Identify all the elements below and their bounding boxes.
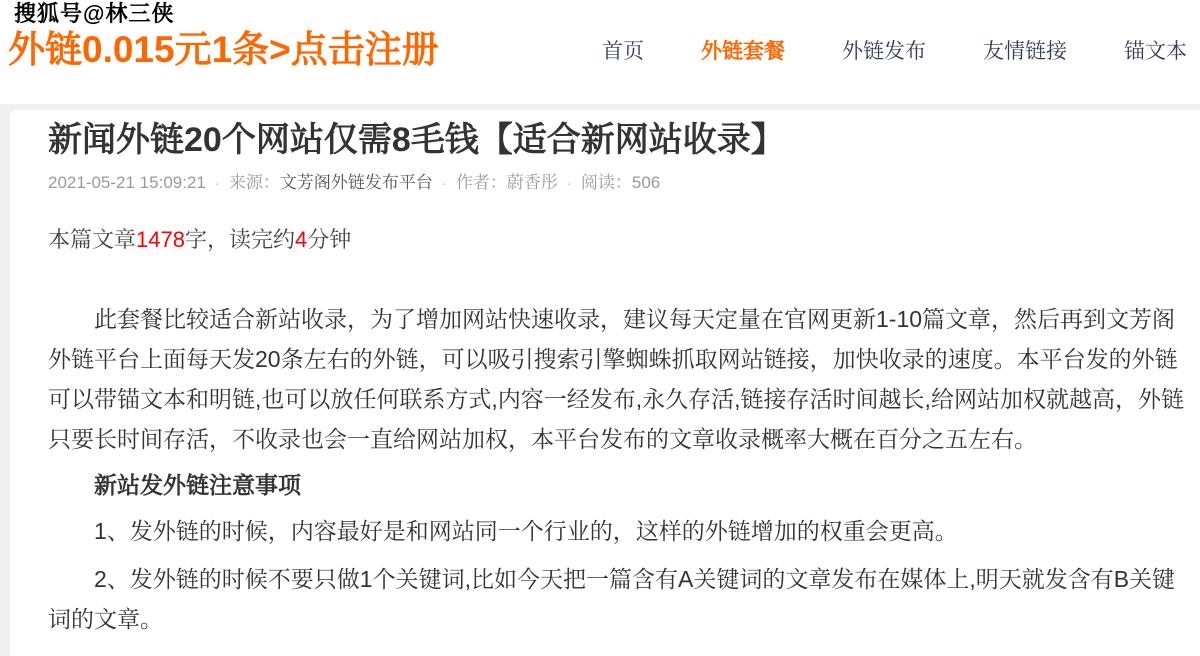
article-meta xyxy=(48,172,1200,195)
meta-separator: · xyxy=(214,175,220,192)
publish-time: 2021-05-21 15:09:21 xyxy=(48,173,206,192)
nav-item-link-publish[interactable]: 外链发布 xyxy=(842,40,926,63)
reading-stats xyxy=(48,225,1200,255)
meta-separator: · xyxy=(566,175,572,192)
reads-count: 506 xyxy=(631,173,661,192)
source-link[interactable]: 文芳阁外链发布平台 xyxy=(279,173,433,192)
note-item-1: 1、发外链的时候，内容最好是和网站同一个行业的，这样的外链增加的权重会更高。 xyxy=(94,518,958,544)
source-label: 来源： xyxy=(228,173,280,192)
reading-suffix: 分钟 xyxy=(307,227,352,252)
site-header xyxy=(0,0,1200,104)
reading-middle: 字，读完约 xyxy=(184,227,295,252)
author-label: 作者： xyxy=(455,173,507,192)
author-name: 蔚香彤 xyxy=(506,173,558,192)
sohu-watermark: 搜狐号@林三侠 xyxy=(14,1,175,26)
article-card xyxy=(10,110,1200,656)
reading-minutes: 4 xyxy=(294,227,308,252)
article-title: 新闻外链20个网站仅需8毛钱【适合新网站收录】 xyxy=(48,121,785,159)
nav-item-home[interactable]: 首页 xyxy=(602,40,644,63)
nav-item-link-packages[interactable]: 外链套餐 xyxy=(701,40,785,63)
nav-item-friend-links[interactable]: 友情链接 xyxy=(983,40,1067,63)
nav-item-anchor-text[interactable]: 锚文本 xyxy=(1124,40,1187,63)
note-item-2: 2、发外链的时候不要只做1个关键词,比如今天把一篇含有A关键词的文章发布在媒体上,明天就发含有B关键词的文章。 xyxy=(48,566,1176,632)
article-paragraph: 此套餐比较适合新站收录，为了增加网站快速收录，建议每天定量在官网更新1-10篇文章，然后再到文芳阁外链平台上面每天发20条左右的外链，可以吸引搜索引擎蜘蛛抓取网站链接，加快收录的速度。本平台发的外链可以带锚文本和明链,也可以放任何联系方式,内容一经发布,永久存活,链接存活时间越长,给网站加权就越高，外链只要长时间存活，不收录也会一直给网站加权，本平台发布的文章收录概率大概在百分之五左右。 xyxy=(48,306,1184,452)
register-promo-link[interactable]: 外链0.015元1条>点击注册 xyxy=(8,29,439,70)
notice-heading: 新站发外链注意事项 xyxy=(94,472,301,498)
reads-label: 阅读： xyxy=(580,173,632,192)
word-count: 1478 xyxy=(136,227,185,252)
meta-separator: · xyxy=(441,175,447,192)
article-body xyxy=(48,299,1193,639)
main-nav xyxy=(602,40,1187,64)
reading-prefix: 本篇文章 xyxy=(48,227,137,252)
